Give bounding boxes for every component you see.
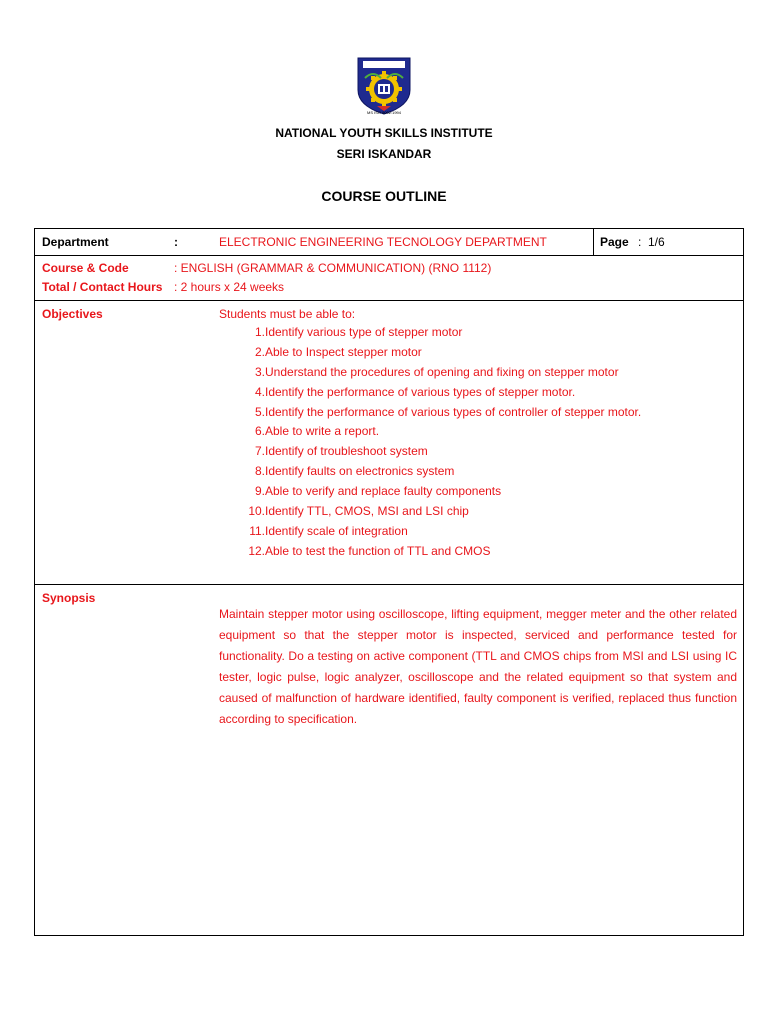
- synopsis-text: Maintain stepper motor using oscilloscope, lifting equipment, megger meter and the other related equipment so that the stepper motor is inspected, serviced and performance tested for functionality. Do a testing on active component (TTL and CMOS chips from MSI and LSI using IC tester, logic pulse, logic analyzer, oscilloscope and the related equipment so that system and caused of malfunction of hardware identified, faulty component is verified, replaced thus function according to specification.: [219, 607, 737, 726]
- objectives-label: Objectives: [42, 307, 103, 321]
- institute-logo: [355, 56, 413, 118]
- row-divider: [35, 255, 743, 256]
- course-code-value: : ENGLISH (GRAMMAR & COMMUNICATION) (RNO 1112): [174, 261, 492, 275]
- synopsis-label: Synopsis: [42, 591, 96, 605]
- row-divider: [35, 300, 743, 301]
- row-divider: [35, 584, 743, 585]
- course-code-label: Course & Code: [42, 261, 129, 275]
- contact-hours-value: : 2 hours x 24 weeks: [174, 280, 285, 294]
- department-value: ELECTRONIC ENGINEERING TECNOLOGY DEPARTMENT: [219, 235, 547, 249]
- department-colon: :: [174, 235, 178, 249]
- page-title: COURSE OUTLINE: [321, 188, 447, 204]
- institute-location: SERI ISKANDAR: [336, 147, 432, 161]
- page-label: Page: [600, 235, 629, 249]
- department-label: Department: [42, 235, 109, 249]
- course-outline-table: Department : ELECTRONIC ENGINEERING TECNOLOGY DEPARTMENT Page : 1/6 Course & Code : ENGLISH (GRAMMAR & COMMUNICATION) (RNO 1112) Total / Contact Hours : 2 hours x 24 weeks Objectives Students must be able to: 1. Identify various type of stepper motor 2. Able to Inspect stepper motor 3. Understand the procedures of opening and fixing on stepper motor 4. Identify the performance of various types of stepper motor. 5. Identify the performance of various types of controller of stepper motor. 6. Able to write a report. 7. Identify of troubleshoot system 8. Identify faults on electronics system 9. Able to verify and replace faulty components 10. Identify TTL, CMOS, MSI and LSI chip 11. Identify scale of integration 12. Able to test the function of TTL and CMOS Synopsis Maintain stepper motor using oscilloscope, lifting equipment, megger meter and the other related equipment so that the stepper motor is inspected, serviced and performance tested for functionality. Do a testing on active component (TTL and CMOS chips from MSI and LSI using IC tester, logic pulse, logic analyzer, oscilloscope and the related equipment so that system and caused of malfunction of hardware identified, faulty component is verified, replaced thus function according to specification.: [34, 228, 744, 936]
- page-colon: :: [638, 235, 642, 249]
- logo-caption: MS ISO 9002:1994: [366, 110, 402, 115]
- page-number: 1/6: [648, 235, 665, 249]
- institute-name: NATIONAL YOUTH SKILLS INSTITUTE: [275, 126, 493, 140]
- objectives-intro: Students must be able to:: [219, 307, 356, 321]
- page-cell-divider: [593, 229, 594, 255]
- contact-hours-label: Total / Contact Hours: [42, 280, 163, 294]
